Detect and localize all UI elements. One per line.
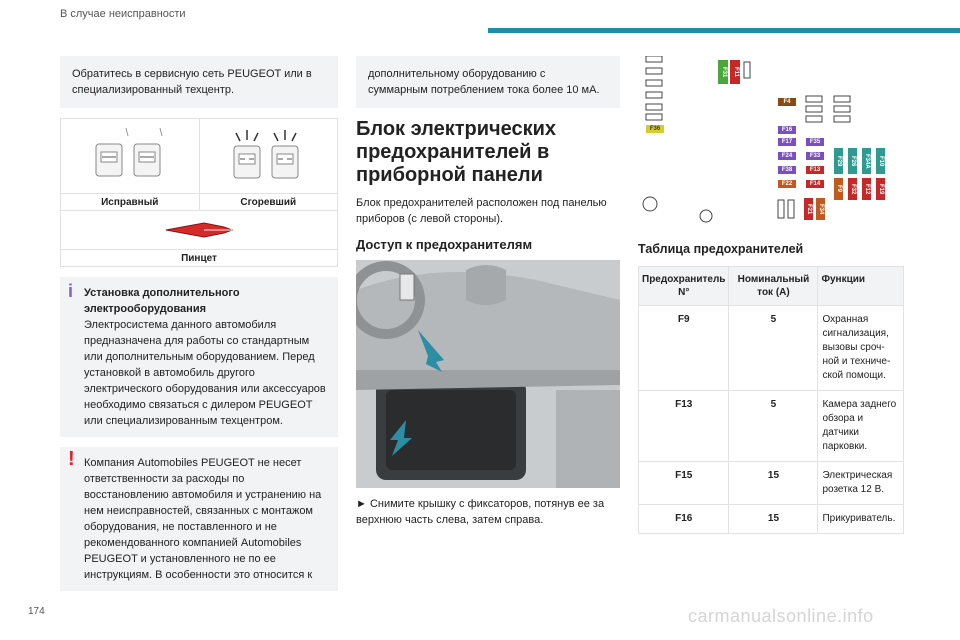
access-title: Доступ к предохранителям xyxy=(356,237,533,252)
fuse-F11: F11 xyxy=(730,60,740,84)
section-description: Блок предохранителей расположен под панелью приборов (с левой стороны). xyxy=(356,197,607,225)
fuse-F16: F16 xyxy=(778,126,796,134)
page-number: 174 xyxy=(28,606,45,617)
table-row xyxy=(639,306,904,391)
label-good: Исправный xyxy=(61,194,200,211)
info-note xyxy=(60,277,338,437)
fuse-F17: F17 xyxy=(778,138,796,146)
fuse-F22: F22 xyxy=(778,180,796,188)
fuse-F14: F14 xyxy=(806,180,824,188)
continued-note: дополнительному оборудованию с суммарным потреблением тока более 10 мА. xyxy=(356,56,620,108)
fuse-F32: F32 xyxy=(848,178,857,200)
blown-fuse-icon xyxy=(228,126,308,186)
fuse-state-table xyxy=(60,118,338,267)
cell-function: Охранная сигнализация, вызовы сроч-ной и техниче-ской помощи. xyxy=(818,306,904,391)
column-middle xyxy=(356,56,620,528)
tweezers-cell xyxy=(61,211,338,250)
dashboard-illustration xyxy=(356,260,620,488)
column-left xyxy=(60,56,338,591)
fuse-F35: F35 xyxy=(806,138,824,146)
fuse-F10: F10 xyxy=(876,148,885,174)
label-tweezers: Пинцет xyxy=(61,250,338,267)
label-blown: Сгоревший xyxy=(199,194,338,211)
info-icon: i xyxy=(68,281,74,301)
intro-note: Обратитесь в сервисную сеть PEUGEOT или в специализированный техцентр. xyxy=(60,56,338,108)
fuse-F31: F31 xyxy=(718,60,728,84)
table-row xyxy=(639,505,904,534)
fuse-F29: F29 xyxy=(834,148,843,174)
cell-fuse: F13 xyxy=(639,391,729,462)
header-fuse: Предохранитель N° xyxy=(639,267,729,306)
header-current: Номинальный ток (A) xyxy=(729,267,818,306)
info-body: Электросистема данного автомобиля предназначена для работы со стандартным или дополнительным оборудованием. Перед установкой в автомобиль другого электрического оборудования или аксессуаров необходимо связаться с дилером PEUGEOT или специализированным техцентром. xyxy=(84,319,326,427)
cell-fuse: F9 xyxy=(639,306,729,391)
section-title: Блок электрических предохранителей в приборной панели xyxy=(356,118,557,186)
cell-current: 15 xyxy=(729,462,818,505)
step-instruction: ► Снимите крышку с фиксаторов, потянув ее за верхнюю часть слева, затем справа. xyxy=(356,498,605,526)
column-right xyxy=(638,56,904,534)
warning-body: Компания Automobiles PEUGEOT не несет ответственности за расходы по восстановлению автомобиля и устранению на нем неисправностей, связанных с монтажом оборудования, не поставленного и не рекомендованного компанией Automobiles PEUGEOT и установленного не по ее инструкциям. В особенности это относится к xyxy=(84,457,322,581)
table-row xyxy=(639,391,904,462)
fuse-F12: F12 xyxy=(862,178,871,200)
fuse-F26: F26 xyxy=(848,148,857,174)
fuse-F19: F19 xyxy=(876,178,885,200)
cell-fuse: F15 xyxy=(639,462,729,505)
info-title: Установка дополнительного электрооборудования xyxy=(84,287,240,315)
fuse-function-table xyxy=(638,266,904,534)
page-header-title: В случае неисправности xyxy=(60,8,186,20)
cell-function: Камера заднего обзора и датчики парковки. xyxy=(818,391,904,462)
fuse-F34A: F34A xyxy=(862,148,871,174)
header-function: Функции xyxy=(818,267,904,306)
cell-function: Электрическая розетка 12 В. xyxy=(818,462,904,505)
cell-current: 5 xyxy=(729,306,818,391)
fuse-blown-cell xyxy=(199,119,338,194)
watermark: carmanualsonline.info xyxy=(688,606,874,626)
fuse-F4: F4 xyxy=(778,98,796,106)
tweezers-icon xyxy=(164,219,234,241)
warning-icon: ! xyxy=(68,448,75,470)
fuse-box-diagram xyxy=(638,56,904,226)
fuse-F24: F24 xyxy=(778,152,796,160)
fuse-good-cell xyxy=(61,119,200,194)
fuse-table-title: Таблица предохранителей xyxy=(638,242,804,256)
warning-note xyxy=(60,447,338,591)
cell-current: 5 xyxy=(729,391,818,462)
good-fuse-icon xyxy=(90,126,170,186)
cell-fuse: F16 xyxy=(639,505,729,534)
dashboard-photo xyxy=(356,260,620,488)
fuse-F33: F33 xyxy=(806,152,824,160)
fuse-F36: F36 xyxy=(646,125,664,133)
cell-function: Прикуриватель. xyxy=(818,505,904,534)
fuse-box-outline xyxy=(638,56,904,226)
fuse-F9: F9 xyxy=(834,178,843,200)
fuse-F13: F13 xyxy=(806,166,824,174)
table-row xyxy=(639,462,904,505)
fuse-F34: F34 xyxy=(816,198,825,220)
cell-current: 15 xyxy=(729,505,818,534)
fuse-F38: F38 xyxy=(778,166,796,174)
fuse-F21: F21 xyxy=(804,198,813,220)
header-accent-bar xyxy=(488,28,960,33)
